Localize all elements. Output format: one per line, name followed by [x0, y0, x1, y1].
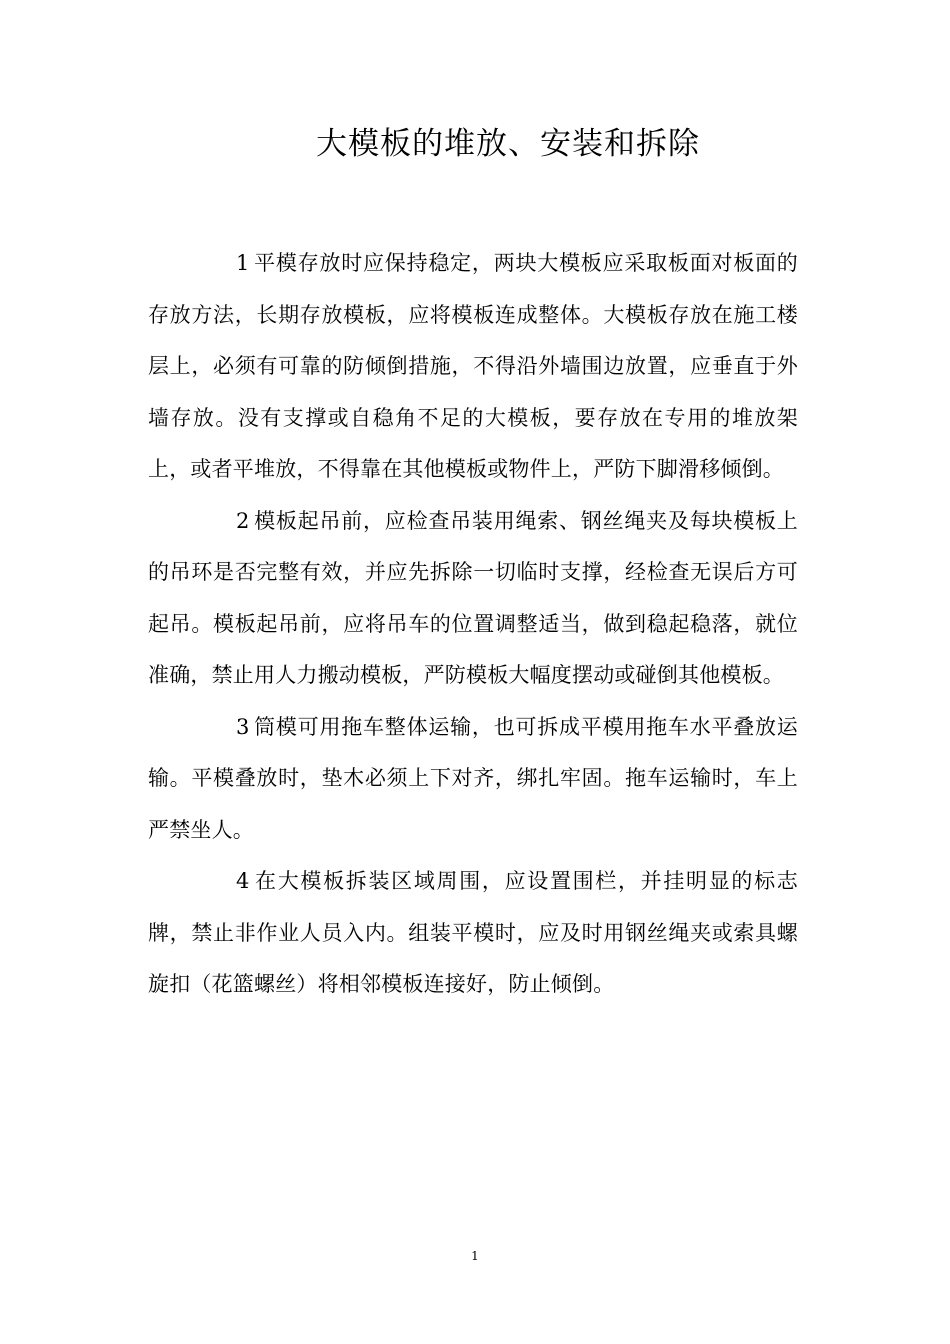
paragraph-text: 在大模板拆装区域周围，应设置围栏，并挂明显的标志牌，禁止非作业人员入内。组装平模时，应及时用钢丝绳夹或索具螺旋扣（花篮螺丝）将相邻模板连接好，防止倾倒。: [148, 869, 798, 996]
paragraph-number: 2: [236, 508, 250, 533]
paragraph-text: 平模存放时应保持稳定，两块大模板应采取板面对板面的存放方法，长期存放模板，应将模板连成整体。大模板存放在施工楼层上，必须有可靠的防倾倒措施，不得沿外墙围边放置，应垂直于外墙存放。没有支撑或自稳角不足的大模板，要存放在专用的堆放架上，或者平堆放，不得靠在其他模板或物件上，严防下脚滑移倾倒。: [148, 251, 798, 481]
paragraph-number: 1: [236, 251, 250, 275]
page-number: 1: [471, 1249, 479, 1263]
paragraph-3: [148, 702, 798, 857]
document-body: [148, 238, 798, 1011]
page-title: 大模板的堆放、安装和拆除: [316, 126, 700, 162]
paragraph-4: [148, 856, 798, 1011]
paragraph-number: 4: [236, 869, 250, 893]
paragraph-2: [148, 496, 798, 702]
paragraph-text: 模板起吊前，应检查吊装用绳索、钢丝绳夹及每块模板上的吊环是否完整有效，并应先拆除一切临时支撑，经检查无误后方可起吊。模板起吊前，应将吊车的位置调整适当，做到稳起稳落，就位准确，禁止用人力搬动模板，严防模板大幅度摆动或碰倒其他模板。: [148, 508, 798, 687]
paragraph-text: 筒模可用拖车整体运输，也可拆成平模用拖车水平叠放运输。平模叠放时，垫木必须上下对齐，绑扎牢固。拖车运输时，车上严禁坐人。: [148, 714, 798, 842]
paragraph-1: [148, 238, 798, 496]
paragraph-number: 3: [236, 714, 250, 739]
